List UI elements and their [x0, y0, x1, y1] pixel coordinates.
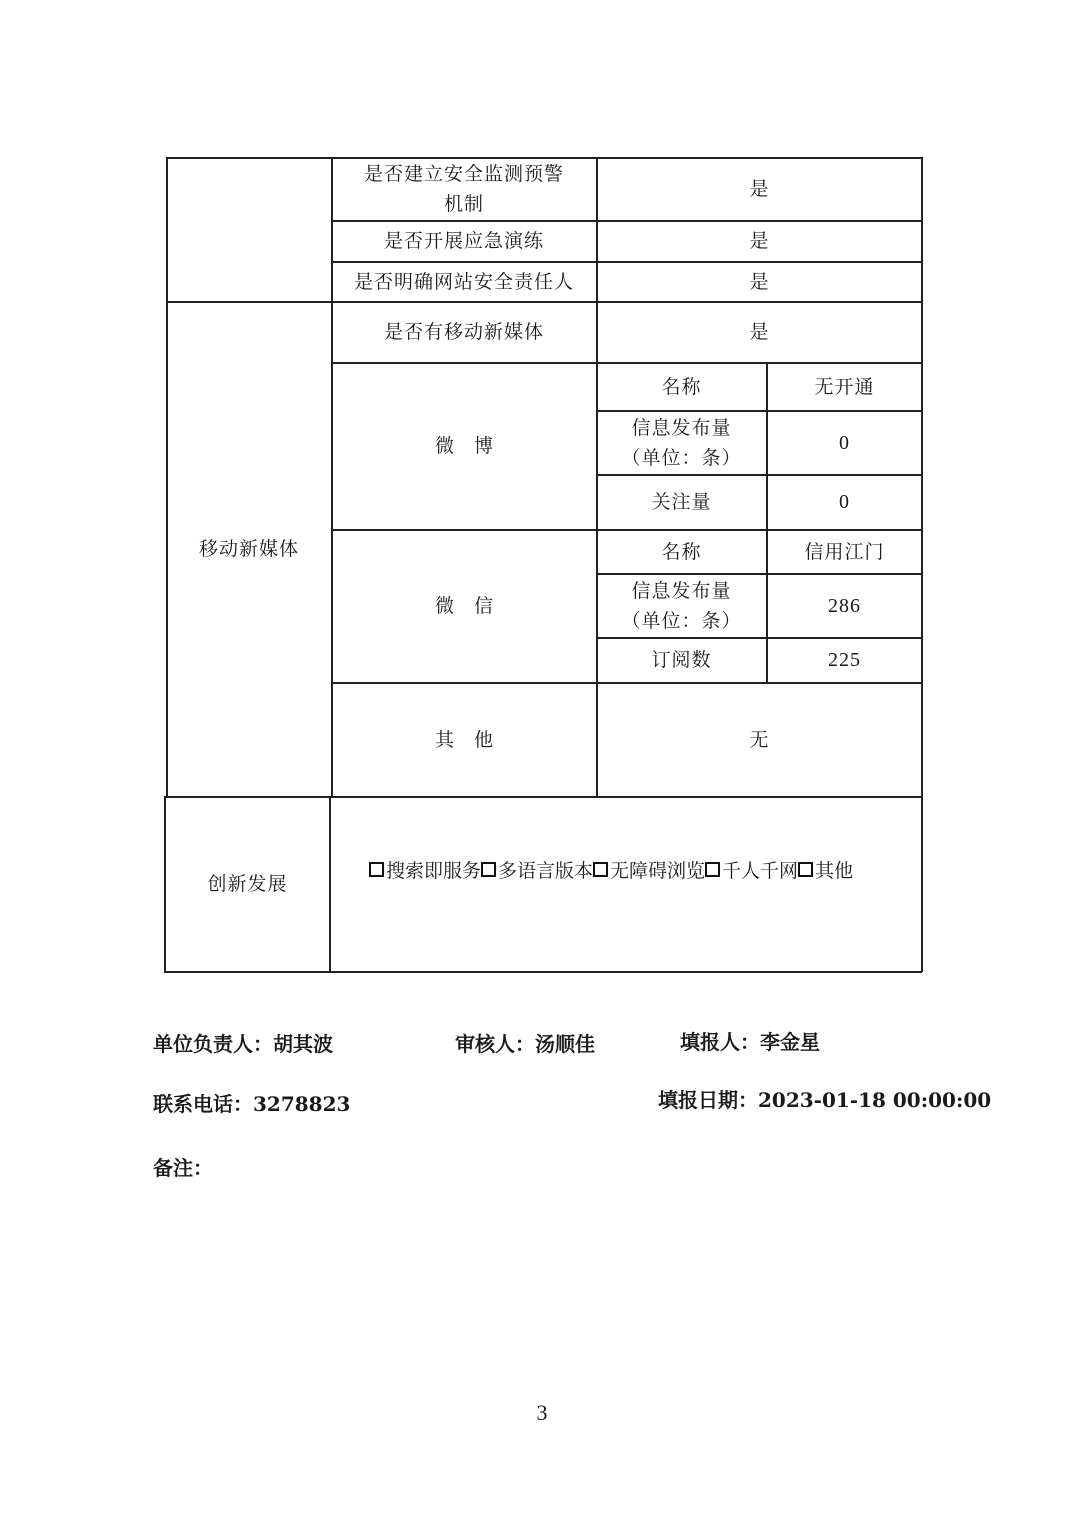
checkbox-icon[interactable]	[798, 862, 813, 877]
wechat-name-value: 信用江门	[804, 540, 885, 563]
innovation-option-label: 多语言版本	[498, 860, 594, 882]
weibo-followers-label: 关注量	[651, 491, 712, 513]
reviewer: 审核人：汤顺佳	[455, 1032, 595, 1056]
innovation-section-label: 创新发展	[207, 873, 288, 895]
weibo-name-value: 无开通	[814, 375, 875, 398]
innovation-option[interactable]	[481, 856, 593, 883]
emergency-drill-label: 是否开展应急演练	[383, 230, 544, 252]
wechat-posts-label: 信息发布量（单位：条）	[621, 579, 742, 632]
weibo-followers-value: 0	[839, 491, 850, 513]
has-mobile-media-label: 是否有移动新媒体	[383, 321, 544, 343]
weibo-posts-label: 信息发布量（单位：条）	[621, 416, 742, 469]
checkbox-icon[interactable]	[369, 862, 384, 877]
page-number: 3	[536, 1400, 548, 1425]
wechat-label: 微信	[434, 595, 513, 617]
security-officer-label: 是否明确网站安全责任人	[353, 270, 574, 293]
other-media-label: 其他	[434, 728, 513, 751]
wechat-subscribers-value: 225	[828, 649, 861, 671]
unit-head: 单位负责人：胡其波	[153, 1032, 333, 1056]
filler: 填报人：李金星	[680, 1030, 820, 1054]
checkbox-icon[interactable]	[481, 862, 496, 877]
weibo-posts-value: 0	[839, 431, 850, 454]
innovation-option-label: 搜索即服务	[386, 860, 482, 882]
innovation-option[interactable]	[705, 856, 798, 883]
contact-phone: 联系电话：3278823	[153, 1092, 351, 1116]
weibo-name-label: 名称	[661, 375, 702, 398]
innovation-option[interactable]	[798, 856, 853, 883]
fill-date: 填报日期：2023-01-18 00:00:00	[658, 1088, 992, 1112]
innovation-options	[369, 856, 919, 886]
checkbox-icon[interactable]	[705, 862, 720, 877]
wechat-subscribers-label: 订阅数	[651, 649, 712, 671]
security-monitoring-label: 是否建立安全监测预警机制	[363, 163, 564, 215]
wechat-posts-value: 286	[828, 594, 861, 617]
other-media-value: 无	[749, 728, 770, 751]
checkbox-icon[interactable]	[593, 862, 608, 877]
innovation-option-label: 无障碍浏览	[610, 860, 706, 882]
emergency-drill-value: 是	[749, 230, 770, 252]
mobile-media-section-label: 移动新媒体	[198, 538, 299, 560]
innovation-option[interactable]	[593, 856, 705, 883]
innovation-option-label: 其他	[815, 860, 854, 882]
innovation-option-label: 千人千网	[722, 860, 799, 882]
has-mobile-media-value: 是	[749, 321, 770, 343]
weibo-label: 微博	[434, 435, 513, 457]
remark-label: 备注：	[153, 1156, 213, 1180]
security-monitoring-value: 是	[749, 178, 770, 200]
wechat-name-label: 名称	[661, 540, 702, 563]
security-officer-value: 是	[749, 270, 770, 293]
innovation-option[interactable]	[369, 856, 481, 883]
